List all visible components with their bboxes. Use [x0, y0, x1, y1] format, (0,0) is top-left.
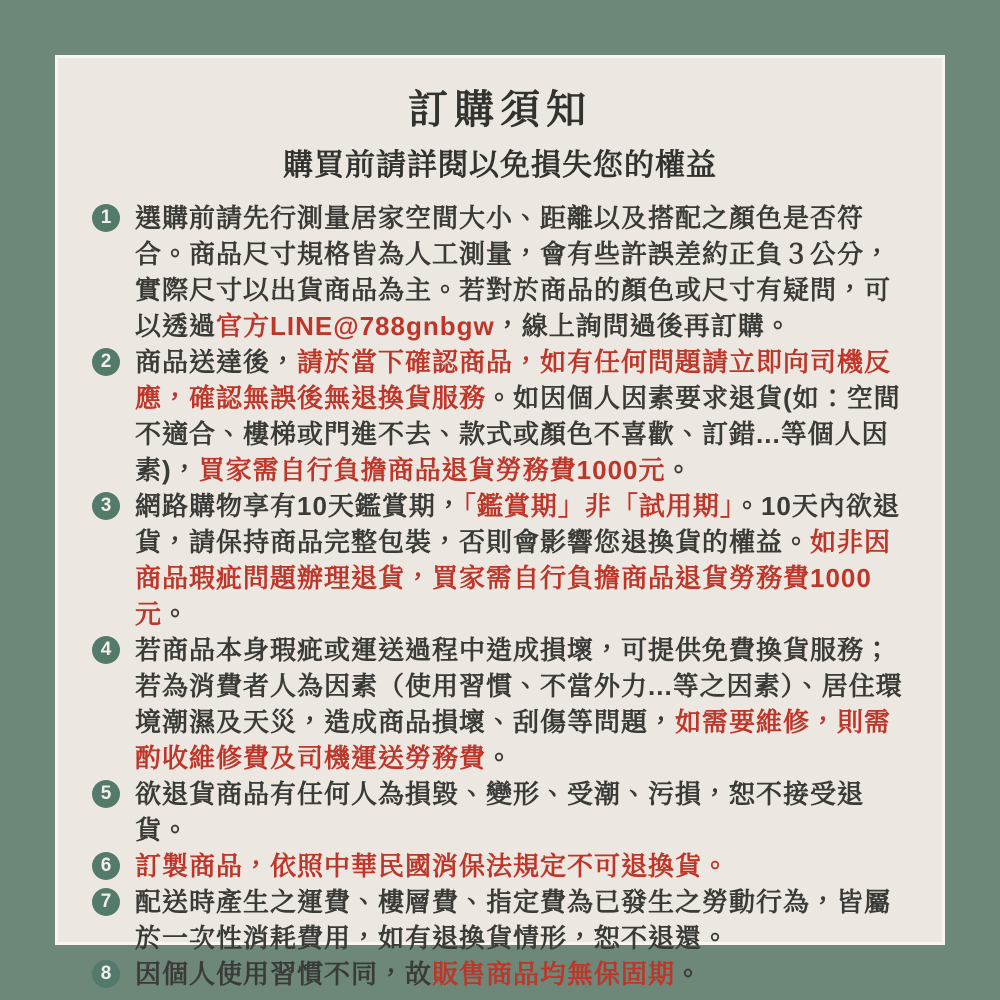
- item-number-badge: 5: [92, 780, 120, 808]
- text-segment-dark: 。: [675, 959, 703, 989]
- item-number-badge: 2: [92, 348, 120, 376]
- notice-list: [92, 200, 915, 992]
- item-text: [135, 884, 915, 956]
- notice-item: [92, 884, 915, 956]
- text-segment-dark: 。: [162, 599, 190, 629]
- notice-item: [92, 848, 915, 884]
- item-text: [135, 200, 915, 344]
- text-segment-red: 官方LINE@788gnbgw: [216, 311, 495, 341]
- notice-item: [92, 632, 915, 776]
- text-segment-red: 販售商品均無保固期: [432, 959, 676, 989]
- text-segment-red: 如非因商品瑕疵問題辦理退貨，買家需自行負擔商品退貨勞務費1000元: [135, 527, 892, 629]
- item-number-badge: 6: [92, 852, 120, 880]
- item-number-badge: 8: [92, 960, 120, 988]
- item-number-badge: 3: [92, 492, 120, 520]
- notice-panel: [55, 55, 945, 989]
- text-segment-dark: 若商品本身瑕疵或運送過程中造成損壞，可提供免費換貨服務；若為消費者人為因素（使用習慣、不當外力...等之因素）、居住環境潮濕及天災，造成商品損壞、刮傷等問題，: [135, 635, 903, 737]
- item-text: [135, 956, 915, 992]
- item-number-badge: 4: [92, 636, 120, 664]
- notice-item: [92, 776, 915, 848]
- item-text: [135, 488, 915, 632]
- page-subtitle: 購買前請詳閱以免損失您的權益: [283, 149, 717, 182]
- item-text: [135, 632, 915, 776]
- text-segment-red: 訂製商品，依照中華民國消保法規定不可退換貨。: [135, 851, 730, 881]
- text-segment-dark: 。: [665, 455, 693, 485]
- item-text: [135, 848, 915, 884]
- text-segment-dark: 配送時產生之運費、樓層費、指定費為已發生之勞動行為，皆屬於一次性消耗費用，如有退換貨情形，恕不退還。: [135, 887, 892, 953]
- text-segment-dark: 。: [486, 743, 514, 773]
- notice-item: [92, 200, 915, 344]
- text-segment-red: 「鑑賞期」非「試用期」: [462, 491, 734, 521]
- page-title: 訂購須知: [408, 88, 592, 132]
- item-number-badge: 1: [92, 204, 120, 232]
- text-segment-dark: 商品送達後，: [135, 347, 298, 377]
- text-segment-dark: ，線上詢問過後再訂購。: [494, 311, 792, 341]
- notice-item: [92, 488, 915, 632]
- text-segment-red: 請於當下確認商品，如有任何問題請立即向司機反應，確認無誤後無退換貨服務: [135, 347, 892, 413]
- text-segment-dark: 因個人使用習慣不同，故: [135, 959, 433, 989]
- text-segment-red: 如需要維修，則需酌收維修費及司機運送勞務費: [135, 707, 892, 773]
- item-text: [135, 344, 915, 488]
- notice-item: [92, 344, 915, 488]
- text-segment-dark: 選購前請先行測量居家空間大小、距離以及搭配之顏色是否符合。商品尺寸規格皆為人工測量，會有些許誤差約正負３公分，實際尺寸以出貨商品為主。若對於商品的顏色或尺寸有疑問，可以透過: [135, 203, 892, 341]
- text-segment-red: 買家需自行負擔商品退貨勞務費1000元: [198, 455, 666, 485]
- notice-item: [92, 956, 915, 992]
- text-segment-dark: 網路購物享有10天鑑賞期，: [135, 491, 463, 521]
- item-text: [135, 776, 915, 848]
- text-segment-dark: 。10天內欲退貨，請保持商品完整包裝，否則會影響您退換貨的權益。: [135, 491, 900, 557]
- item-number-badge: 7: [92, 888, 120, 916]
- text-segment-dark: 欲退貨商品有任何人為損毀、變形、受潮、污損，恕不接受退貨。: [135, 779, 865, 845]
- text-segment-dark: 。如因個人因素要求退貨(如：空間不適合、樓梯或門進不去、款式或顏色不喜歡、訂錯...等個人因素)，: [135, 383, 901, 485]
